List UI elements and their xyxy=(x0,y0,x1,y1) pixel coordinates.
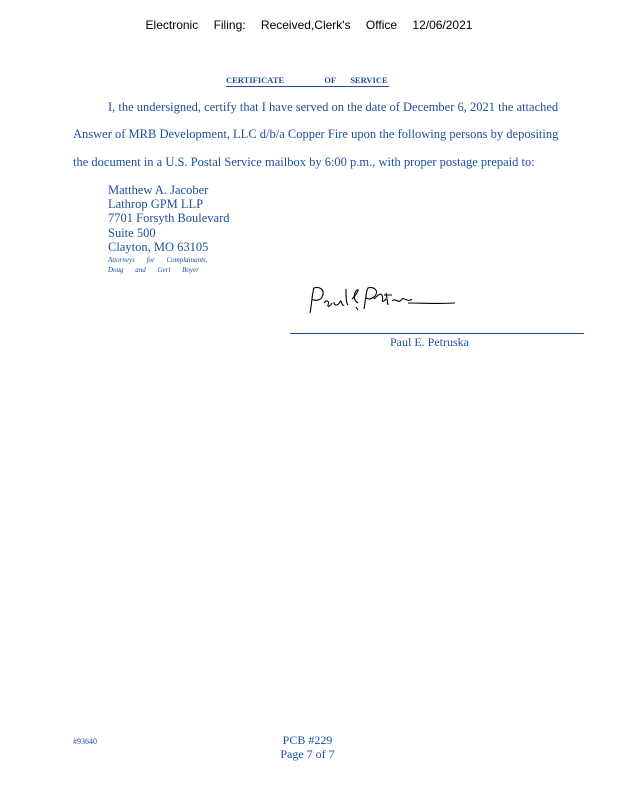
signature-line xyxy=(290,333,584,334)
recipient-city: Clayton, MO 63105 xyxy=(108,239,209,254)
document-id: #93640 xyxy=(73,737,97,746)
service-address-block xyxy=(108,183,230,276)
certificate-title-word3: SERVICE xyxy=(350,75,388,85)
recipient-street: 7701 Forsyth Boulevard xyxy=(108,211,230,226)
header-label-office: Office xyxy=(365,18,398,32)
signer-name: Paul E. Petruska xyxy=(390,335,469,349)
case-number: PCB #229 xyxy=(282,733,333,747)
page-number: Page 7 of 7 xyxy=(280,747,335,761)
header-label-received: Received,Clerk's xyxy=(260,18,351,32)
recipient-firm: Lathrop GPM LLP xyxy=(108,197,204,212)
recipient-role-line-2: Doug and Geri Boyer xyxy=(108,266,199,275)
recipient-name: Matthew A. Jacober xyxy=(108,183,209,197)
recipient-suite: Suite 500 xyxy=(108,225,156,240)
certificate-title-word1: CERTIFICATE xyxy=(226,75,285,85)
header-label-electronic: Electronic xyxy=(145,18,199,32)
recipient-role-line-1: Attorneys for Complainants, xyxy=(108,256,208,265)
body-line-1: I, the undersigned, certify that I have served on the date of December 6, 2021 the attached xyxy=(108,100,559,114)
handwritten-signature xyxy=(300,283,460,323)
certificate-title-word2: OF xyxy=(324,75,337,85)
body-line-2: Answer of MRB Development, LLC d/b/a Copper Fire upon the following persons by depositing xyxy=(73,127,559,141)
certificate-title xyxy=(226,75,389,87)
filing-stamp-header xyxy=(0,18,618,32)
page-footer xyxy=(230,733,385,761)
header-label-filing: Filing: xyxy=(213,18,246,32)
header-date: 12/06/2021 xyxy=(412,18,473,32)
body-line-3: the document in a U.S. Postal Service mailbox by 6:00 p.m., with proper postage prepaid to: xyxy=(73,155,535,169)
